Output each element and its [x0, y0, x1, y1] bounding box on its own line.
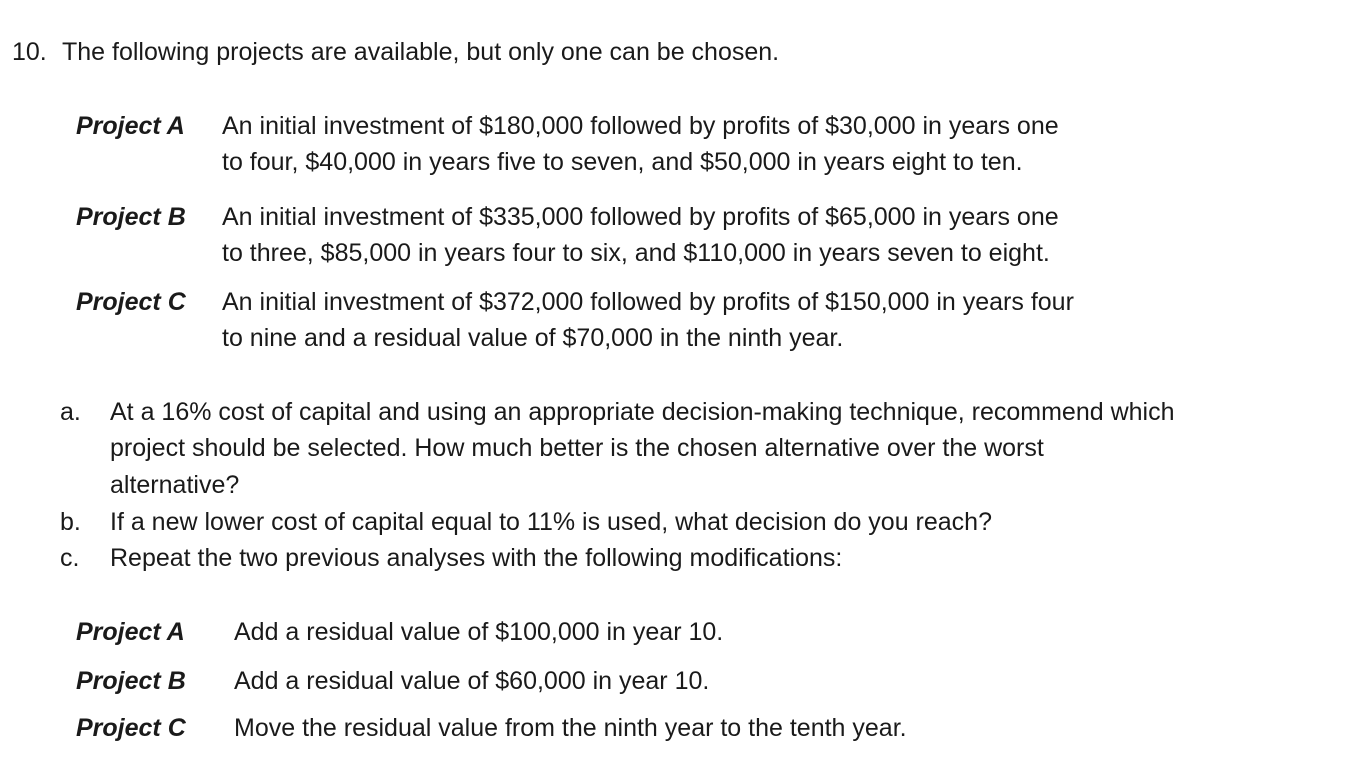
project-description-line: An initial investment of $372,000 followed by profits of $150,000 in years four [222, 288, 1074, 316]
sub-question-line: project should be selected. How much better is the chosen alternative over the worst [110, 434, 1044, 462]
project-description-line: to three, $85,000 in years four to six, and $110,000 in years seven to eight. [222, 239, 1050, 267]
modification-label: Project B [76, 667, 186, 695]
project-description-line: to nine and a residual value of $70,000 in the ninth year. [222, 324, 844, 352]
sub-question-line: If a new lower cost of capital equal to 11% is used, what decision do you reach? [110, 508, 992, 536]
question-text: The following projects are available, but only one can be chosen. [62, 38, 780, 66]
modification-text: Add a residual value of $60,000 in year 10. [234, 667, 710, 695]
sub-question-letter: b. [60, 508, 81, 536]
modification-text: Move the residual value from the ninth year to the tenth year. [234, 714, 907, 742]
question-number: 10. [12, 38, 47, 66]
project-label: Project B [76, 203, 186, 231]
sub-question-line: Repeat the two previous analyses with the following modifications: [110, 544, 843, 572]
sub-question-letter: a. [60, 398, 81, 426]
project-description-line: An initial investment of $180,000 followed by profits of $30,000 in years one [222, 112, 1059, 140]
project-description-line: to four, $40,000 in years five to seven, and $50,000 in years eight to ten. [222, 148, 1023, 176]
modification-label: Project A [76, 618, 185, 646]
sub-question-line: At a 16% cost of capital and using an appropriate decision-making technique, recommend which [110, 398, 1175, 426]
sub-question-line: alternative? [110, 471, 240, 499]
project-label: Project A [76, 112, 185, 140]
sub-question-letter: c. [60, 544, 80, 572]
project-description-line: An initial investment of $335,000 followed by profits of $65,000 in years one [222, 203, 1059, 231]
project-label: Project C [76, 288, 186, 316]
modification-text: Add a residual value of $100,000 in year 10. [234, 618, 724, 646]
modification-label: Project C [76, 714, 186, 742]
